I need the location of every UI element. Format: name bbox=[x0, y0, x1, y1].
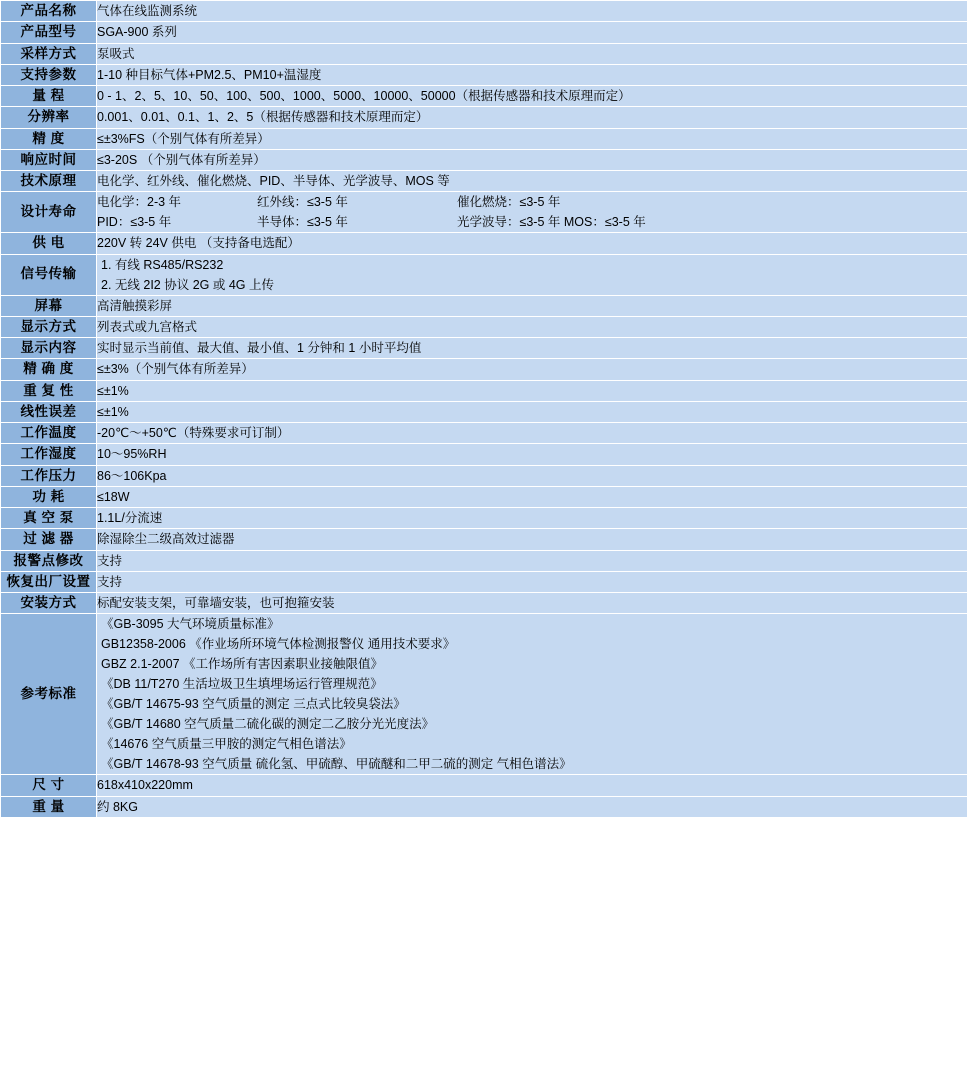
spec-label: 尺 寸 bbox=[1, 775, 97, 796]
spec-label: 重 量 bbox=[1, 796, 97, 817]
spec-value-grid-cell: PID：≤3-5 年 bbox=[97, 215, 172, 230]
spec-value-lines bbox=[97, 614, 967, 774]
spec-label: 重 复 性 bbox=[1, 380, 97, 401]
table-row bbox=[1, 316, 967, 337]
table-row bbox=[1, 86, 967, 107]
spec-value bbox=[97, 192, 967, 233]
spec-label: 工作湿度 bbox=[1, 444, 97, 465]
spec-label: 技术原理 bbox=[1, 171, 97, 192]
spec-value: 列表式或九宫格式 bbox=[97, 316, 967, 337]
spec-value: 电化学、红外线、催化燃烧、PID、半导体、光学波导、MOS 等 bbox=[97, 171, 967, 192]
table-row bbox=[1, 571, 967, 592]
table-row bbox=[1, 775, 967, 796]
spec-value: 实时显示当前值、最大值、最小值、1 分钟和 1 小时平均值 bbox=[97, 338, 967, 359]
table-row bbox=[1, 149, 967, 170]
spec-value-grid-row bbox=[97, 192, 967, 212]
spec-value: 支持 bbox=[97, 571, 967, 592]
table-row bbox=[1, 43, 967, 64]
table-row bbox=[1, 107, 967, 128]
spec-value: SGA-900 系列 bbox=[97, 22, 967, 43]
spec-value: 0 - 1、2、5、10、50、100、500、1000、5000、10000、50000（根据传感器和技术原理而定） bbox=[97, 86, 967, 107]
spec-value bbox=[97, 614, 967, 775]
spec-value: ≤3-20S （个别气体有所差异） bbox=[97, 149, 967, 170]
spec-value: 气体在线监测系统 bbox=[97, 1, 967, 22]
table-row bbox=[1, 171, 967, 192]
spec-value: ≤18W bbox=[97, 486, 967, 507]
spec-value: 618x410x220mm bbox=[97, 775, 967, 796]
spec-value-line: 《GB/T 14675-93 空气质量的测定 三点式比较臭袋法》 bbox=[101, 697, 406, 712]
spec-value-line: GBZ 2.1-2007 《工作场所有害因素职业接触限值》 bbox=[101, 657, 383, 672]
spec-value: 1-10 种目标气体+PM2.5、PM10+温湿度 bbox=[97, 64, 967, 85]
spec-value: 10～95%RH bbox=[97, 444, 967, 465]
spec-value: 支持 bbox=[97, 550, 967, 571]
spec-value: -20℃～+50℃（特殊要求可订制） bbox=[97, 423, 967, 444]
spec-label: 线性误差 bbox=[1, 401, 97, 422]
spec-value-line: GB12358-2006 《作业场所环境气体检测报警仪 通用技术要求》 bbox=[101, 637, 456, 652]
spec-value: ≤±3%FS（个别气体有所差异） bbox=[97, 128, 967, 149]
spec-value: 高清触摸彩屏 bbox=[97, 295, 967, 316]
spec-label: 工作压力 bbox=[1, 465, 97, 486]
spec-label: 过 滤 器 bbox=[1, 529, 97, 550]
table-row bbox=[1, 64, 967, 85]
table-row bbox=[1, 465, 967, 486]
spec-value-grid-row bbox=[97, 212, 967, 232]
spec-label: 信号传输 bbox=[1, 254, 97, 295]
spec-value-line: 《GB/T 14678-93 空气质量 硫化氢、甲硫醇、甲硫醚和二甲二硫的测定 气相色谱法》 bbox=[101, 757, 572, 772]
spec-value: 86～106Kpa bbox=[97, 465, 967, 486]
table-row bbox=[1, 295, 967, 316]
table-row bbox=[1, 401, 967, 422]
table-row bbox=[1, 338, 967, 359]
spec-table-body bbox=[1, 1, 967, 818]
spec-value: 0.001、0.01、0.1、1、2、5（根据传感器和技术原理而定） bbox=[97, 107, 967, 128]
spec-value: ≤±3%（个别气体有所差异） bbox=[97, 359, 967, 380]
spec-value: 除湿除尘二级高效过滤器 bbox=[97, 529, 967, 550]
spec-value-line: 《GB/T 14680 空气质量二硫化碳的测定二乙胺分光光度法》 bbox=[101, 717, 435, 732]
table-row bbox=[1, 796, 967, 817]
spec-value-line: 1. 有线 RS485/RS232 bbox=[101, 257, 224, 272]
spec-value-grid-cell: 半导体：≤3-5 年 bbox=[257, 215, 348, 230]
spec-label: 恢复出厂设置 bbox=[1, 571, 97, 592]
spec-label: 真 空 泵 bbox=[1, 508, 97, 529]
table-row bbox=[1, 233, 967, 254]
spec-value-grid-cell: 催化燃烧：≤3-5 年 bbox=[457, 195, 561, 210]
table-row bbox=[1, 508, 967, 529]
spec-label: 精 度 bbox=[1, 128, 97, 149]
table-row bbox=[1, 192, 967, 233]
table-row bbox=[1, 423, 967, 444]
spec-label: 屏幕 bbox=[1, 295, 97, 316]
table-row bbox=[1, 550, 967, 571]
spec-label: 分辨率 bbox=[1, 107, 97, 128]
spec-value: 220V 转 24V 供电 （支持备电选配） bbox=[97, 233, 967, 254]
spec-label: 采样方式 bbox=[1, 43, 97, 64]
spec-value: 约 8KG bbox=[97, 796, 967, 817]
table-row bbox=[1, 128, 967, 149]
table-row bbox=[1, 22, 967, 43]
spec-label: 产品名称 bbox=[1, 1, 97, 22]
table-row bbox=[1, 444, 967, 465]
table-row bbox=[1, 529, 967, 550]
spec-label: 量 程 bbox=[1, 86, 97, 107]
table-row bbox=[1, 1, 967, 22]
spec-label: 显示内容 bbox=[1, 338, 97, 359]
spec-value: ≤±1% bbox=[97, 380, 967, 401]
table-row bbox=[1, 359, 967, 380]
spec-value-line: 2. 无线 2I2 协议 2G 或 4G 上传 bbox=[101, 277, 274, 292]
spec-value: 1.1L/分流速 bbox=[97, 508, 967, 529]
spec-label: 产品型号 bbox=[1, 22, 97, 43]
spec-value-line: 《14676 空气质量三甲胺的测定气相色谱法》 bbox=[101, 737, 352, 752]
table-row bbox=[1, 614, 967, 775]
spec-label: 供 电 bbox=[1, 233, 97, 254]
spec-label: 报警点修改 bbox=[1, 550, 97, 571]
spec-value-grid-cell: 光学波导：≤3-5 年 MOS：≤3-5 年 bbox=[457, 215, 646, 230]
spec-value: 泵吸式 bbox=[97, 43, 967, 64]
spec-label: 精 确 度 bbox=[1, 359, 97, 380]
spec-label: 安装方式 bbox=[1, 593, 97, 614]
spec-value: ≤±1% bbox=[97, 401, 967, 422]
spec-label: 工作温度 bbox=[1, 423, 97, 444]
table-row bbox=[1, 486, 967, 507]
spec-label: 支持参数 bbox=[1, 64, 97, 85]
table-row bbox=[1, 593, 967, 614]
table-row bbox=[1, 254, 967, 295]
spec-label: 显示方式 bbox=[1, 316, 97, 337]
spec-label: 功 耗 bbox=[1, 486, 97, 507]
table-row bbox=[1, 380, 967, 401]
spec-value-grid bbox=[97, 192, 967, 232]
spec-value-grid-cell: 电化学：2-3 年 bbox=[97, 195, 182, 210]
spec-value bbox=[97, 254, 967, 295]
spec-value-lines bbox=[97, 255, 967, 295]
spec-label: 参考标准 bbox=[1, 614, 97, 775]
spec-label: 响应时间 bbox=[1, 149, 97, 170]
spec-value-line: 《GB-3095 大气环境质量标准》 bbox=[101, 617, 280, 632]
spec-label: 设计寿命 bbox=[1, 192, 97, 233]
spec-value: 标配安装支架，可靠墙安装，也可抱箍安装 bbox=[97, 593, 967, 614]
spec-value-grid-cell: 红外线：≤3-5 年 bbox=[257, 195, 348, 210]
spec-value-line: 《DB 11/T270 生活垃圾卫生填埋场运行管理规范》 bbox=[101, 677, 383, 692]
